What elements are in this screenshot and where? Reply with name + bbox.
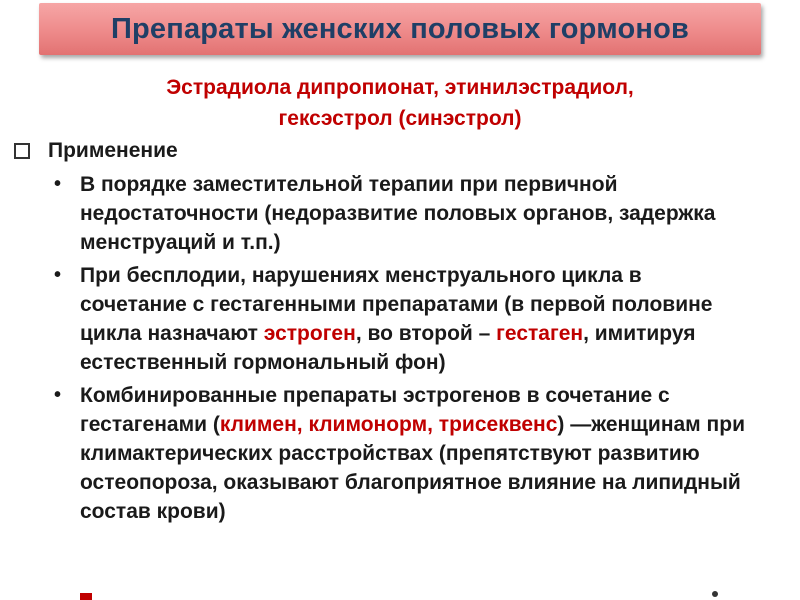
highlighted-text: эстроген — [263, 322, 356, 345]
list-item — [14, 261, 794, 377]
section-label: Применение — [48, 139, 178, 162]
bullet-text: , во второй – — [355, 322, 497, 345]
list-item — [14, 170, 794, 257]
bullet-text: Комбинированные препараты эстрогенов в сочетание с гестагенами ( — [80, 384, 670, 436]
bullet-dot-icon: • — [54, 384, 62, 406]
checkbox-square-icon — [14, 143, 30, 159]
drug-list-subtitle — [60, 72, 740, 134]
title-band — [39, 3, 761, 55]
bullet-text: При бесплодии, нарушениях менструального цикла в сочетание с гестагенными препаратами (в первой половине цикла назначают — [80, 264, 713, 345]
list-item — [14, 381, 794, 526]
bullet-dot-icon: • — [54, 264, 62, 286]
next-line-fragment — [712, 591, 718, 597]
bullet-list — [14, 170, 794, 526]
highlighted-text: гестаген — [496, 322, 584, 345]
bullet-text: В порядке заместительной терапии при первичной недостаточности (недоразвитие половых органов, задержка менструаций и т.п.) — [80, 173, 716, 254]
page-title: Препараты женских половых гормонов — [110, 12, 690, 45]
content-area — [14, 136, 794, 526]
subtitle-line-2: гексэстрол (синэстрол) — [278, 107, 522, 130]
subtitle-line-1: Эстрадиола дипропионат, этинилэстрадиол, — [166, 76, 634, 99]
bullet-dot-icon: • — [54, 173, 62, 195]
bullet-text: ) —женщинам при климактерических расстройствах (препятствуют развитию остеопороза, оказывают благоприятное влияние на липидный состав крови) — [80, 413, 745, 523]
bullet-text: , имитируя естественный гормональный фон) — [80, 322, 696, 374]
highlighted-text: климен, климонорм, трисеквенс — [219, 413, 558, 436]
section-heading — [14, 136, 794, 166]
next-bullet-fragment — [80, 593, 92, 600]
